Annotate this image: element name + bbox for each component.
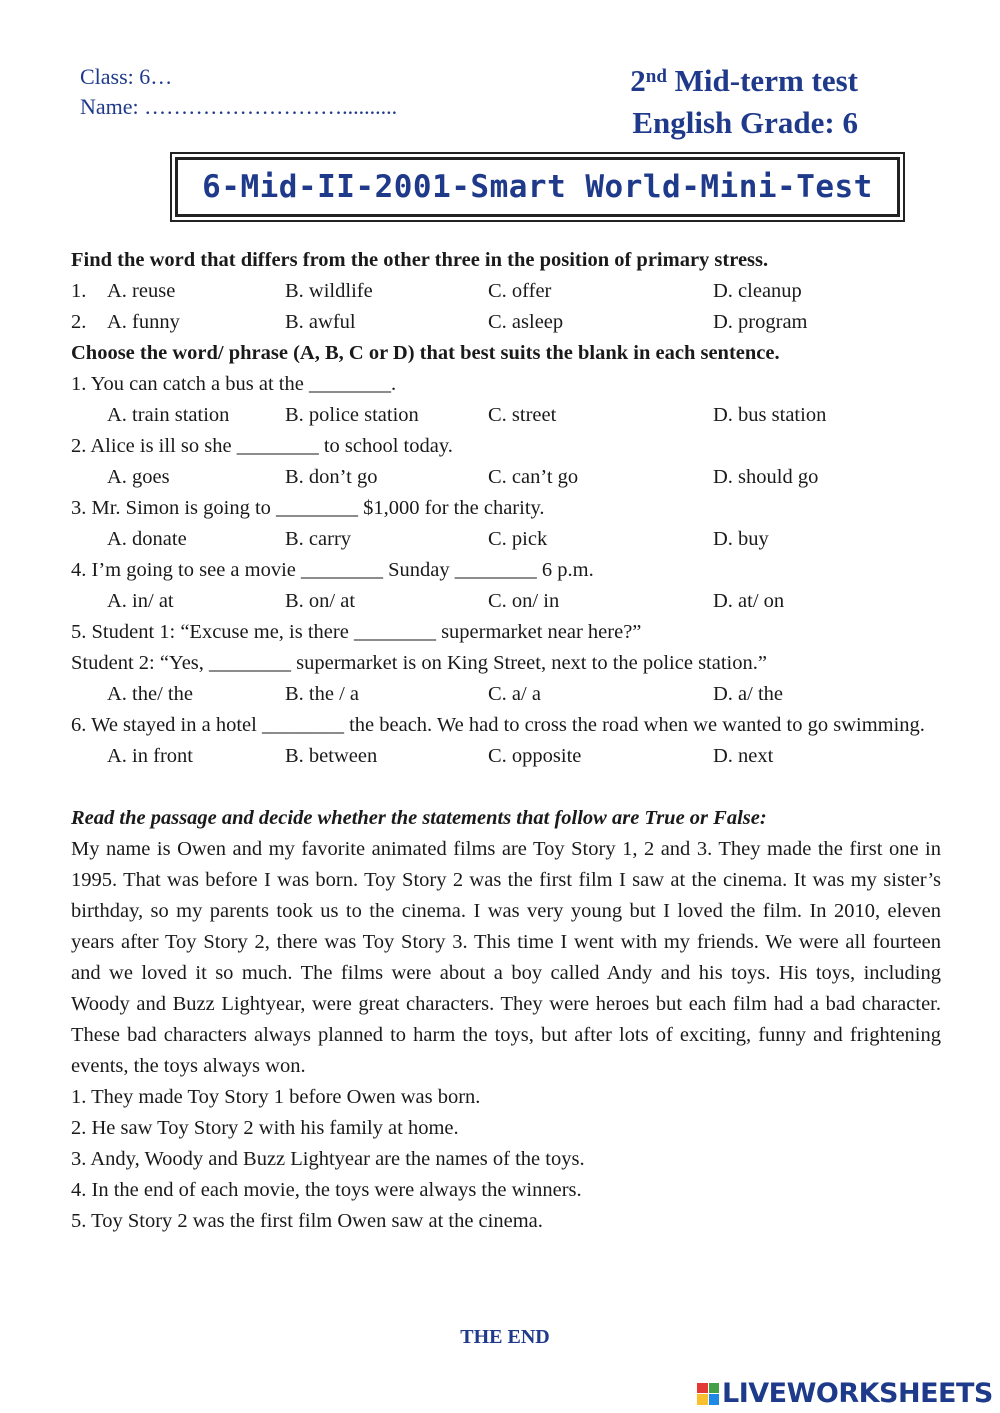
logo-tile bbox=[697, 1383, 708, 1394]
option-c[interactable]: C. asleep bbox=[488, 311, 564, 333]
option-d[interactable]: D. should go bbox=[713, 466, 819, 488]
stress-question: 1. A. reuse B. wildlife C. offer D. cleanup bbox=[71, 276, 941, 307]
option-a[interactable]: A. goes bbox=[107, 466, 170, 488]
grade-label: English Grade: 6 bbox=[632, 105, 858, 140]
choice-instruction: Choose the word/ phrase (A, B, C or D) that best suits the blank in each sentence. bbox=[71, 342, 780, 364]
option-a[interactable]: A. in front bbox=[107, 745, 193, 767]
question-text: 6. We stayed in a hotel ________ the beach. We had to cross the road when we wanted to go swimming. bbox=[71, 714, 925, 736]
option-c[interactable]: C. offer bbox=[488, 280, 552, 302]
stress-question: 2. A. funny B. awful C. asleep D. program bbox=[71, 307, 941, 338]
option-a[interactable]: A. in/ at bbox=[107, 590, 174, 612]
option-d[interactable]: D. buy bbox=[713, 528, 769, 550]
question-options bbox=[71, 586, 941, 617]
question-options bbox=[71, 741, 941, 772]
option-b[interactable]: B. awful bbox=[285, 311, 356, 333]
option-d[interactable]: D. bus station bbox=[713, 404, 827, 426]
question-text: 3. Mr. Simon is going to ________ $1,000 for the charity. bbox=[71, 497, 545, 519]
option-b[interactable]: B. wildlife bbox=[285, 280, 373, 302]
question-text: 2. Alice is ill so she ________ to school today. bbox=[71, 435, 453, 457]
question-options bbox=[71, 400, 941, 431]
liveworksheets-logo[interactable] bbox=[697, 1378, 993, 1409]
option-d[interactable]: D. at/ on bbox=[713, 590, 785, 612]
logo-tile bbox=[697, 1394, 708, 1405]
question-options bbox=[71, 462, 941, 493]
option-b[interactable]: B. the / a bbox=[285, 683, 360, 705]
option-c[interactable]: C. on/ in bbox=[488, 590, 560, 612]
reading-instruction: Read the passage and decide whether the statements that follow are True or False: bbox=[71, 807, 767, 829]
question-text: 1. You can catch a bus at the ________. bbox=[71, 373, 397, 395]
statement[interactable]: 2. He saw Toy Story 2 with his family at home. bbox=[71, 1117, 459, 1139]
question-text: 4. I’m going to see a movie ________ Sunday ________ 6 p.m. bbox=[71, 559, 594, 581]
statement[interactable]: 1. They made Toy Story 1 before Owen was born. bbox=[71, 1086, 481, 1108]
option-d[interactable]: D. next bbox=[713, 745, 774, 767]
question-text: Student 2: “Yes, ________ supermarket is on King Street, next to the police station.” bbox=[71, 652, 767, 674]
logo-tile bbox=[709, 1383, 720, 1394]
option-c[interactable]: C. a/ a bbox=[488, 683, 541, 705]
option-b[interactable]: B. on/ at bbox=[285, 590, 356, 612]
option-a[interactable]: A. donate bbox=[107, 528, 187, 550]
option-b[interactable]: B. carry bbox=[285, 528, 352, 550]
student-info bbox=[80, 62, 397, 122]
test-heading bbox=[630, 60, 858, 144]
option-d[interactable]: D. program bbox=[713, 311, 808, 333]
option-c[interactable]: C. can’t go bbox=[488, 466, 579, 488]
logo-icon bbox=[697, 1383, 719, 1405]
question-options bbox=[71, 524, 941, 555]
option-d[interactable]: D. a/ the bbox=[713, 683, 784, 705]
test-name: 2nd Mid-term test bbox=[630, 63, 858, 98]
title-box bbox=[170, 152, 905, 222]
name-field[interactable]: Name: ……………………….......... bbox=[80, 94, 398, 119]
statement[interactable]: 4. In the end of each movie, the toys were always the winners. bbox=[71, 1179, 582, 1201]
test-title: 6-Mid-II-2001-Smart World-Mini-Test bbox=[175, 157, 900, 217]
option-b[interactable]: B. don’t go bbox=[285, 466, 378, 488]
reading-passage: My name is Owen and my favorite animated films are Toy Story 1, 2 and 3. They made the first one in 1995. That was before I was born. Toy Story 2 was the first film I saw at the cinema. It was my sister’s birthday, so my parents took us to the cinema. I was very young but I loved the film. In 2010, eleven years after Toy Story 2, there was Toy Story 3. This time I went with my friends. We were all fourteen and we loved it so much. The films were about a boy called Andy and his toys. His toys, including Woody and Buzz Lightyear, were great characters. They were heroes but each film had a bad character. These bad characters always planned to harm the toys, but after lots of exciting, funny and frightening events, the toys always won. bbox=[71, 838, 941, 1077]
option-a[interactable]: A. funny bbox=[107, 311, 180, 333]
stress-instruction: Find the word that differs from the other three in the position of primary stress. bbox=[71, 249, 769, 271]
spacer bbox=[71, 772, 941, 803]
option-a[interactable]: A. reuse bbox=[107, 280, 176, 302]
class-field[interactable]: Class: 6… bbox=[80, 64, 173, 89]
option-b[interactable]: B. police station bbox=[285, 404, 419, 426]
logo-tile bbox=[709, 1394, 720, 1405]
option-c[interactable]: C. pick bbox=[488, 528, 548, 550]
the-end-label: THE END bbox=[460, 1326, 550, 1348]
option-c[interactable]: C. opposite bbox=[488, 745, 582, 767]
option-b[interactable]: B. between bbox=[285, 745, 378, 767]
option-a[interactable]: A. the/ the bbox=[107, 683, 193, 705]
question-options bbox=[71, 679, 941, 710]
option-d[interactable]: D. cleanup bbox=[713, 280, 802, 302]
worksheet-content bbox=[71, 245, 941, 1237]
option-a[interactable]: A. train station bbox=[107, 404, 230, 426]
question-text: 5. Student 1: “Excuse me, is there ________ supermarket near here?” bbox=[71, 621, 642, 643]
option-c[interactable]: C. street bbox=[488, 404, 557, 426]
statement[interactable]: 5. Toy Story 2 was the first film Owen saw at the cinema. bbox=[71, 1210, 543, 1232]
logo-text: LIVEWORKSHEETS bbox=[722, 1378, 993, 1409]
statement[interactable]: 3. Andy, Woody and Buzz Lightyear are the names of the toys. bbox=[71, 1148, 585, 1170]
